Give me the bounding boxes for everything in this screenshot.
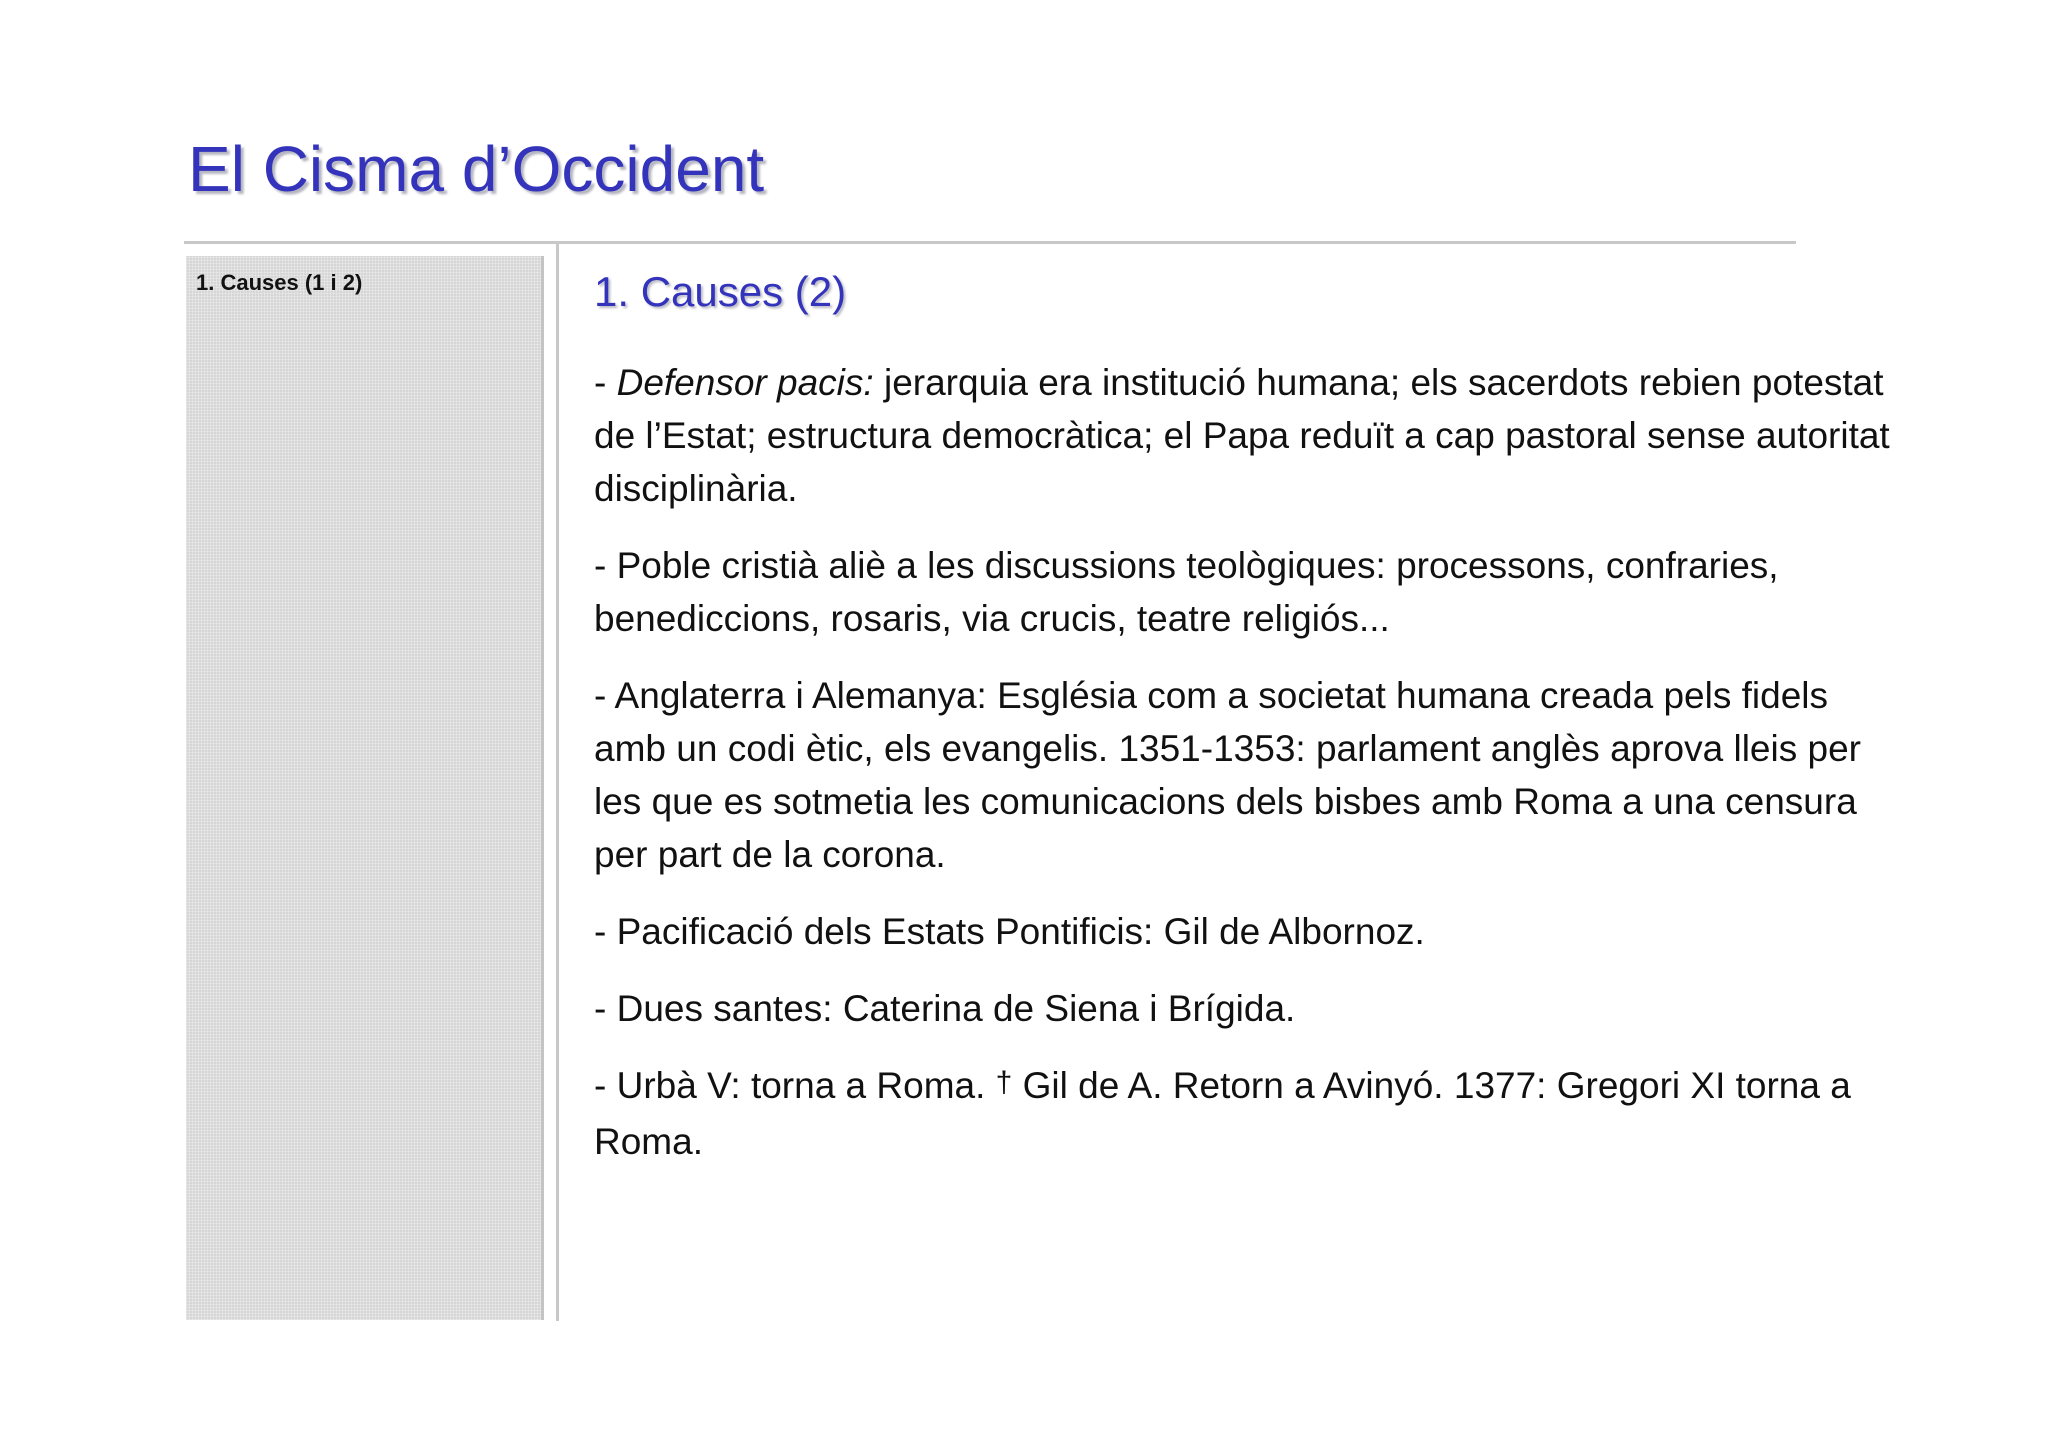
bullet-poble-cristia: - Poble cristià aliè a les discussions teològiques: processons, confraries, benediccions, rosaris, via crucis, teatre religiós... [594,545,1779,639]
bullet-text: jerarquia era institució humana; els sacerdots rebien potestat de l’Estat; estructura democràtica; el Papa reduït a cap pastoral sense autoritat disciplinària. [594,362,1890,509]
title-divider [184,241,1796,244]
bullet-urba-v [594,1059,1894,1168]
sidebar [186,256,544,1320]
bullet-dues-santes: - Dues santes: Caterina de Siena i Brígida. [594,988,1296,1029]
dagger-icon: † [995,1066,1013,1099]
bullet-pacificacio: - Pacificació dels Estats Pontificis: Gil de Albornoz. [594,911,1425,952]
bullet-text: - Urbà V: torna a Roma. [594,1065,996,1106]
bullet-text: Gil de A. Retorn a Avinyó. 1377: Gregori XI torna a Roma. [594,1065,1851,1162]
bullet-anglaterra: - Anglaterra i Alemanya: Església com a societat humana creada pels fidels amb un codi ètic, els evangelis. 1351-1353: parlament anglès aprova lleis per les que es sotmetia les comunicacions dels bisbes amb Roma a una censura per part de la corona. [594,675,1861,875]
slide-title: El Cisma d’Occident [188,133,765,205]
bullet-defensor-pacis [594,356,1894,515]
bullet-italic-term: Defensor pacis: [616,362,874,403]
vertical-divider [556,243,559,1321]
bullet-prefix: - [594,362,617,403]
content-area [594,268,1894,1192]
sidebar-item-causes[interactable]: 1. Causes (1 i 2) [196,270,363,295]
section-heading: 1. Causes (2) [594,268,847,315]
